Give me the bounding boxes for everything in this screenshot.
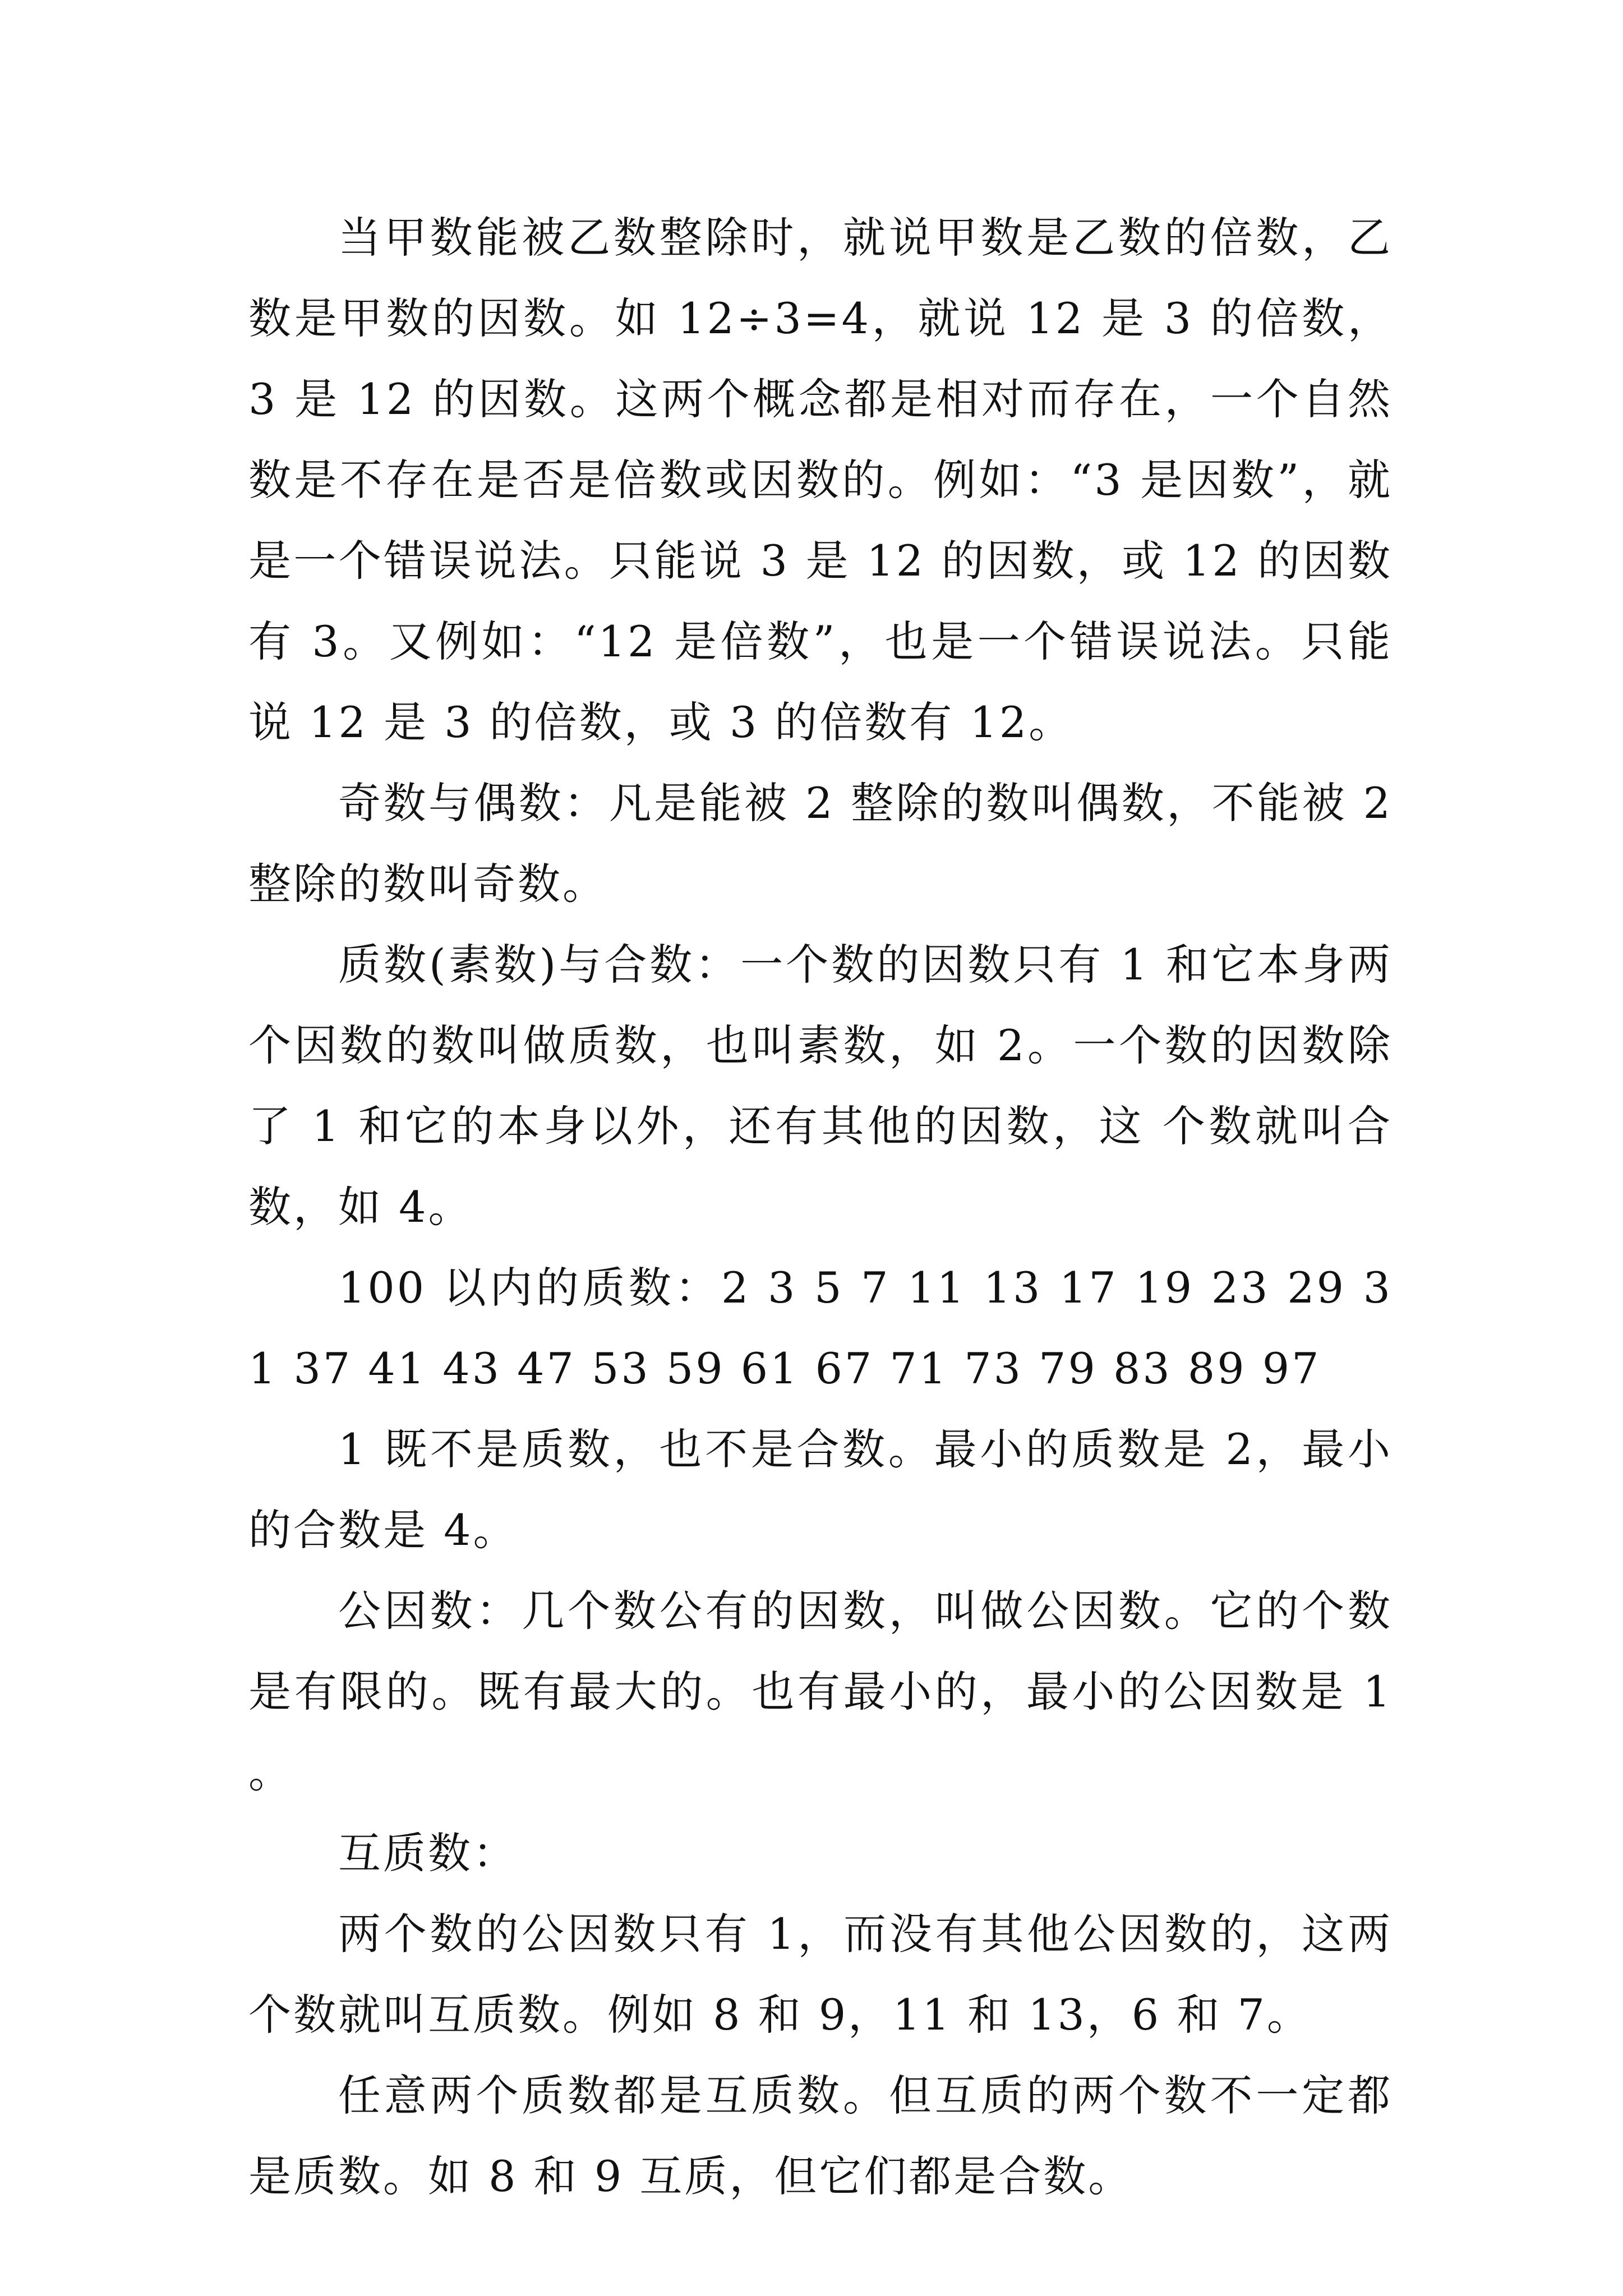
paragraph-prime-and-composite: 质数(素数)与合数：一个数的因数只有 1 和它本身两个因数的数叫做质数，也叫素数，如 2。一个数的因数除了 1 和它的本身以外，还有其他的因数，这 个数就叫合数，如 4。 (248, 940, 1393, 1232)
paragraph-coprime-note: 任意两个质数都是互质数。但互质的两个数不一定都是质数。如 8 和 9 互质，但它们都是合数。 (248, 2070, 1393, 2201)
paragraph-coprime-heading: 互质数： (338, 1828, 518, 1878)
paragraph-multiples-and-factors: 当甲数能被乙数整除时，就说甲数是乙数的倍数，乙数是甲数的因数。如 12÷3=4，就说 12 是 3 的倍数，3 是 12 的因数。这两个概念都是相对而存在，一个自然数是不存在是否是倍数或因数的。例如：“3 是因数”，就是一个错误说法。只能说 3 是 12 的因数，或 12 的因数有 3。又例如：“12 是倍数”，也是一个错误说法。只能说 12 是 3 的倍数，或 3 的倍数有 12。 (248, 213, 1393, 747)
paragraph-one-neither: 1 既不是质数，也不是合数。最小的质数是 2，最小的合数是 4。 (248, 1424, 1393, 1555)
paragraph-common-factors: 公因数：几个数公有的因数，叫做公因数。它的个数是有限的。既有最大的。也有最小的，最小的公因数是 1。 (248, 1586, 1393, 1797)
document-body (248, 197, 1393, 2217)
paragraph-odd-and-even: 奇数与偶数：凡是能被 2 整除的数叫偶数，不能被 2 整除的数叫奇数。 (248, 778, 1393, 909)
paragraph-coprime-definition: 两个数的公因数只有 1，而没有其他公因数的，这两个数就叫互质数。例如 8 和 9，11 和 13，6 和 7。 (248, 1909, 1393, 2040)
paragraph-primes-under-100: 100 以内的质数：2 3 5 7 11 13 17 19 23 29 31 37 41 43 47 53 59 61 67 71 73 79 83 89 97 (248, 1263, 1393, 1393)
